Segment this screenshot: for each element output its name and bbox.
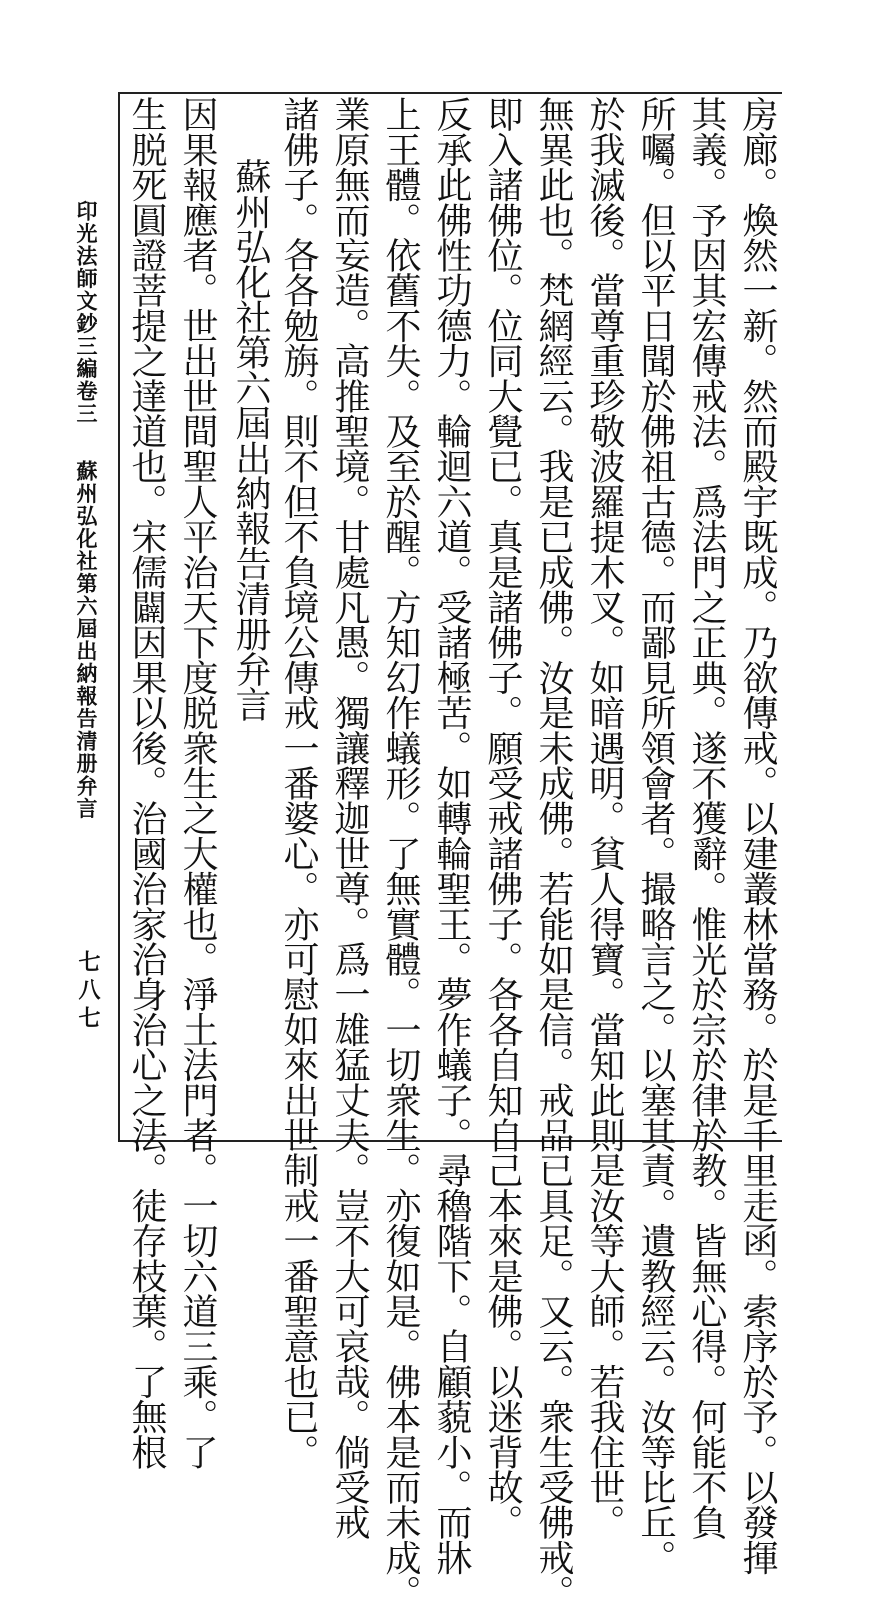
running-header <box>74 200 99 820</box>
text-column: 業原無而妄造。高推聖境。甘處凡愚。獨讓釋迦世尊。爲一雄猛丈夫。豈不大可哀哉。倘受戒 <box>329 96 370 1540</box>
text-column: 因果報應者。世出世間聖人平治天下度脱衆生之大權也。淨土法門者。一切六道三乘。了 <box>177 96 218 1469</box>
book-title: 印光法師文鈔三編卷三 <box>74 200 99 425</box>
text-column: 生脱死圓證菩提之達道也。宋儒闢因果以後。治國治家治身治心之法。徒存枝葉。了無根 <box>126 96 167 1469</box>
section-heading: 蘇州弘化社第六屆出納報告清册弁言 <box>230 158 271 722</box>
text-column: 反承此佛性功德力。輪迴六道。受諸極苦。如轉輪聖王。夢作蟻子。尋穭階下。自顧藐小。而牀 <box>431 96 472 1575</box>
text-column: 其義。予因其宏傳戒法。爲法門之正典。遂不獲辭。惟光於宗於律於教。皆無心得。何能不負 <box>686 96 727 1540</box>
margin-rule <box>118 92 120 1140</box>
text-column: 於我滅後。當尊重珍敬波羅提木叉。如暗遇明。貧人得寶。當知此則是汝等大師。若我住世。 <box>584 96 625 1540</box>
text-column: 無異此也。梵網經云。我是已成佛。汝是未成佛。若能如是信。戒品已具足。又云。衆生受佛戒。 <box>533 96 574 1610</box>
text-column: 所囑。但以平日聞於佛祖古德。而鄙見所領會者。撮略言之。以塞其責。遺教經云。汝等比丘。 <box>635 96 676 1575</box>
text-column: 上王體。依舊不失。及至於醒。方知幻作蟻形。了無實體。一切衆生。亦復如是。佛本是而未成。 <box>380 96 421 1610</box>
section-title-header: 蘇州弘化社第六屆出納報告清册弁言 <box>74 460 99 820</box>
text-column: 房廊。煥然一新。然而殿宇既成。乃欲傳戒。以建叢林當務。於是千里走函。索序於予。以發揮 <box>737 96 778 1575</box>
text-column: 諸佛子。各各勉旃。則不但不負境公傳戒一番婆心。亦可慰如來出世制戒一番聖意也已。 <box>278 96 319 1469</box>
text-column: 即入諸佛位。位同大覺已。真是諸佛子。願受戒諸佛子。各各自知自己本來是佛。以迷背故。 <box>482 96 523 1540</box>
page-number: 七八七 <box>75 950 101 1034</box>
